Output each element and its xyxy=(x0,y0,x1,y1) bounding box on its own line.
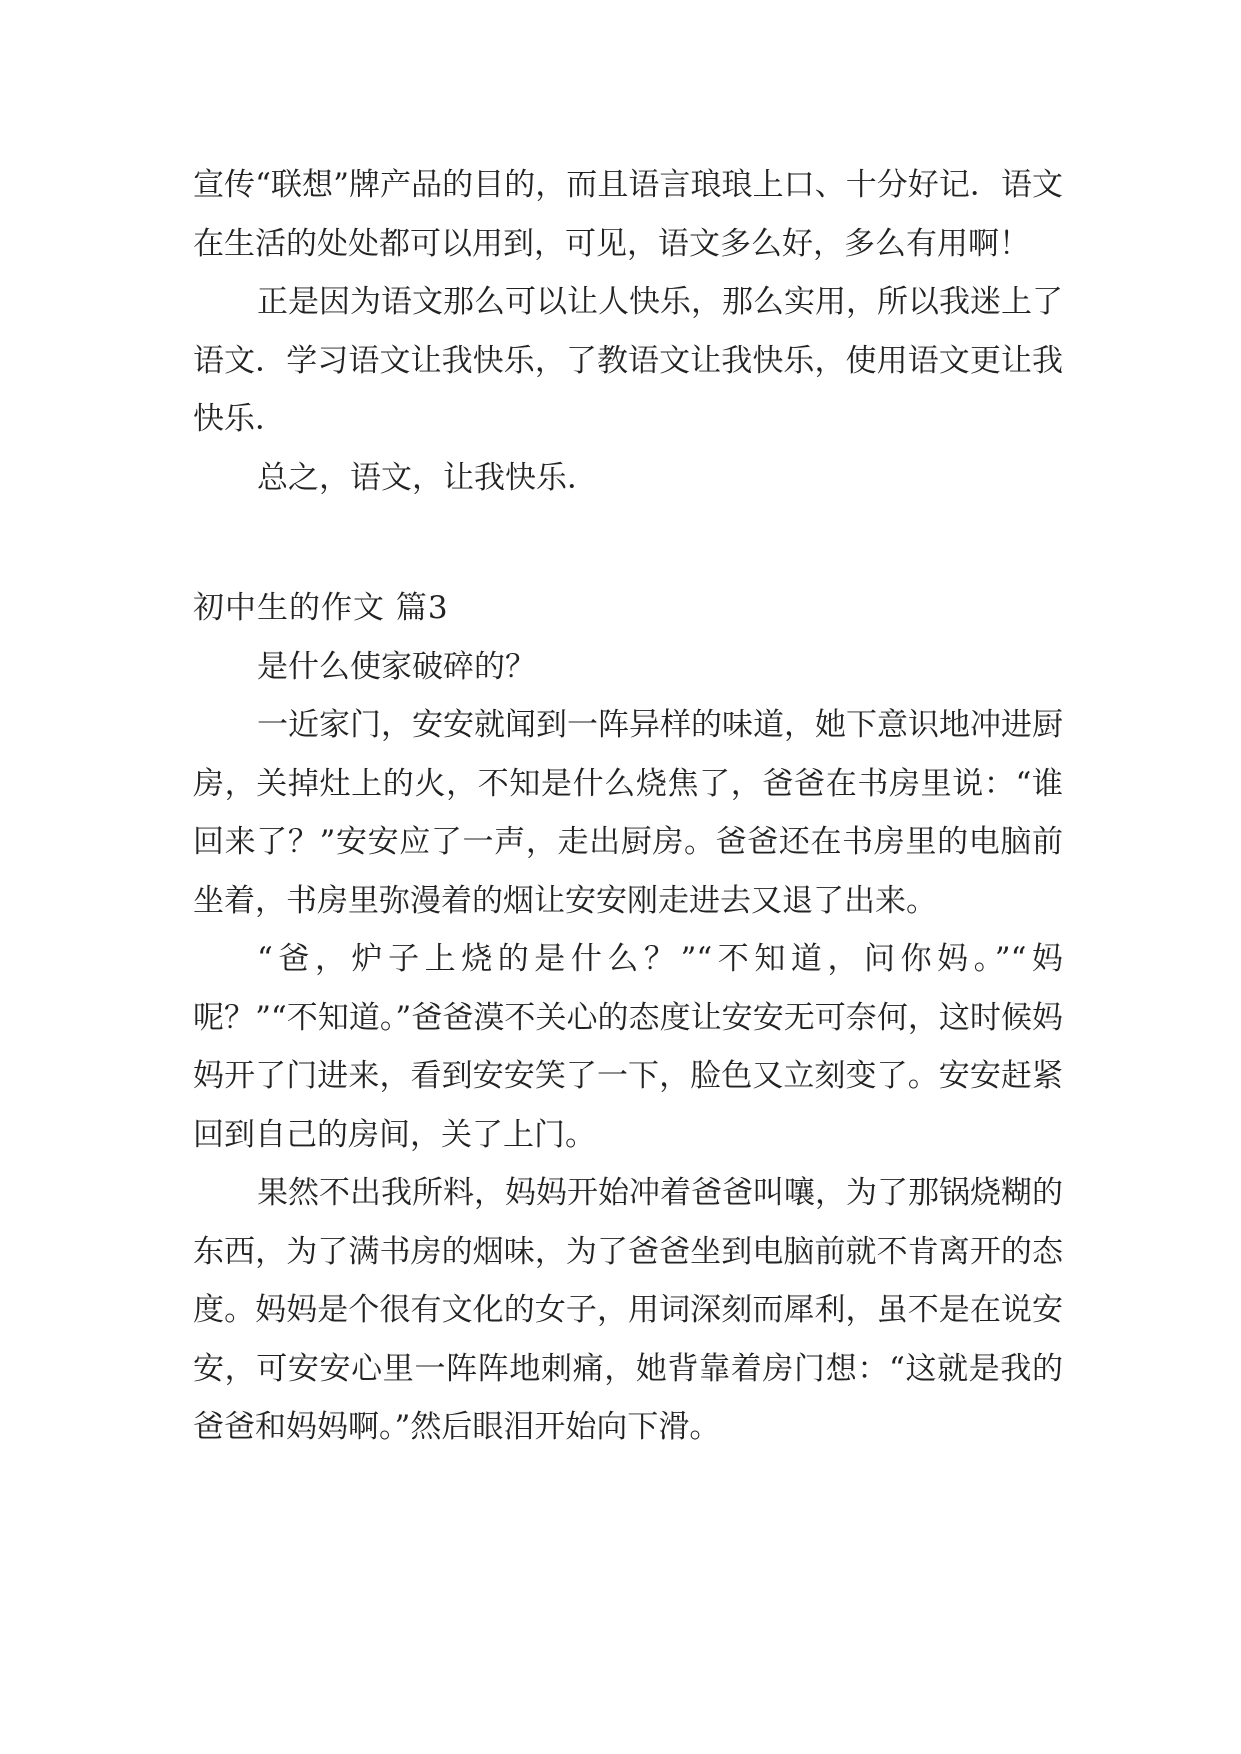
section-gap xyxy=(193,507,1063,579)
paragraph-dialogue: “爸，炉子上烧的是什么？”“不知道，问你妈。”“妈呢？”“不知道。”爸爸漠不关心的态度让安安无可奈何，这时候妈妈开了门进来，看到安安笑了一下，脸色又立刻变了。安安赶紧回到自己的房间，关了上门。 xyxy=(193,941,1063,1153)
paragraph-conclusion: 总之，语文，让我快乐． xyxy=(257,459,598,496)
paragraph-why-i-love-chinese: 正是因为语文那么可以让人快乐，那么实用，所以我迷上了语文．学习语文让我快乐，了教语文让我快乐，使用语文更让我快乐． xyxy=(193,284,1063,437)
paragraph-continuation: 宣传“联想”牌产品的目的，而且语言琅琅上口、十分好记．语文在生活的处处都可以用到，可见，语文多么好，多么有用啊！ xyxy=(193,167,1063,262)
paragraph-argument: 果然不出我所料，妈妈开始冲着爸爸叫嚷，为了那锅烧糊的东西，为了满书房的烟味，为了爸爸坐到电脑前就不肯离开的态度。妈妈是个很有文化的女子，用词深刻而犀利，虽不是在说安安，可安安心里一阵阵地刺痛，她背靠着房门想：“这就是我的爸爸和妈妈啊。”然后眼泪开始向下滑。 xyxy=(193,1175,1063,1445)
paragraph-coming-home: 一近家门，安安就闻到一阵异样的味道，她下意识地冲进厨房，关掉灶上的火，不知是什么烧焦了，爸爸在书房里说：“谁回来了？”安安应了一声，走出厨房。爸爸还在书房里的电脑前坐着，书房里弥漫着的烟让安安刚走进去又退了出来。 xyxy=(193,707,1063,919)
paragraph-question: 是什么使家破碎的？ xyxy=(257,648,536,685)
document-page xyxy=(193,156,1063,1457)
section-heading: 初中生的作文 篇3 xyxy=(193,590,449,626)
